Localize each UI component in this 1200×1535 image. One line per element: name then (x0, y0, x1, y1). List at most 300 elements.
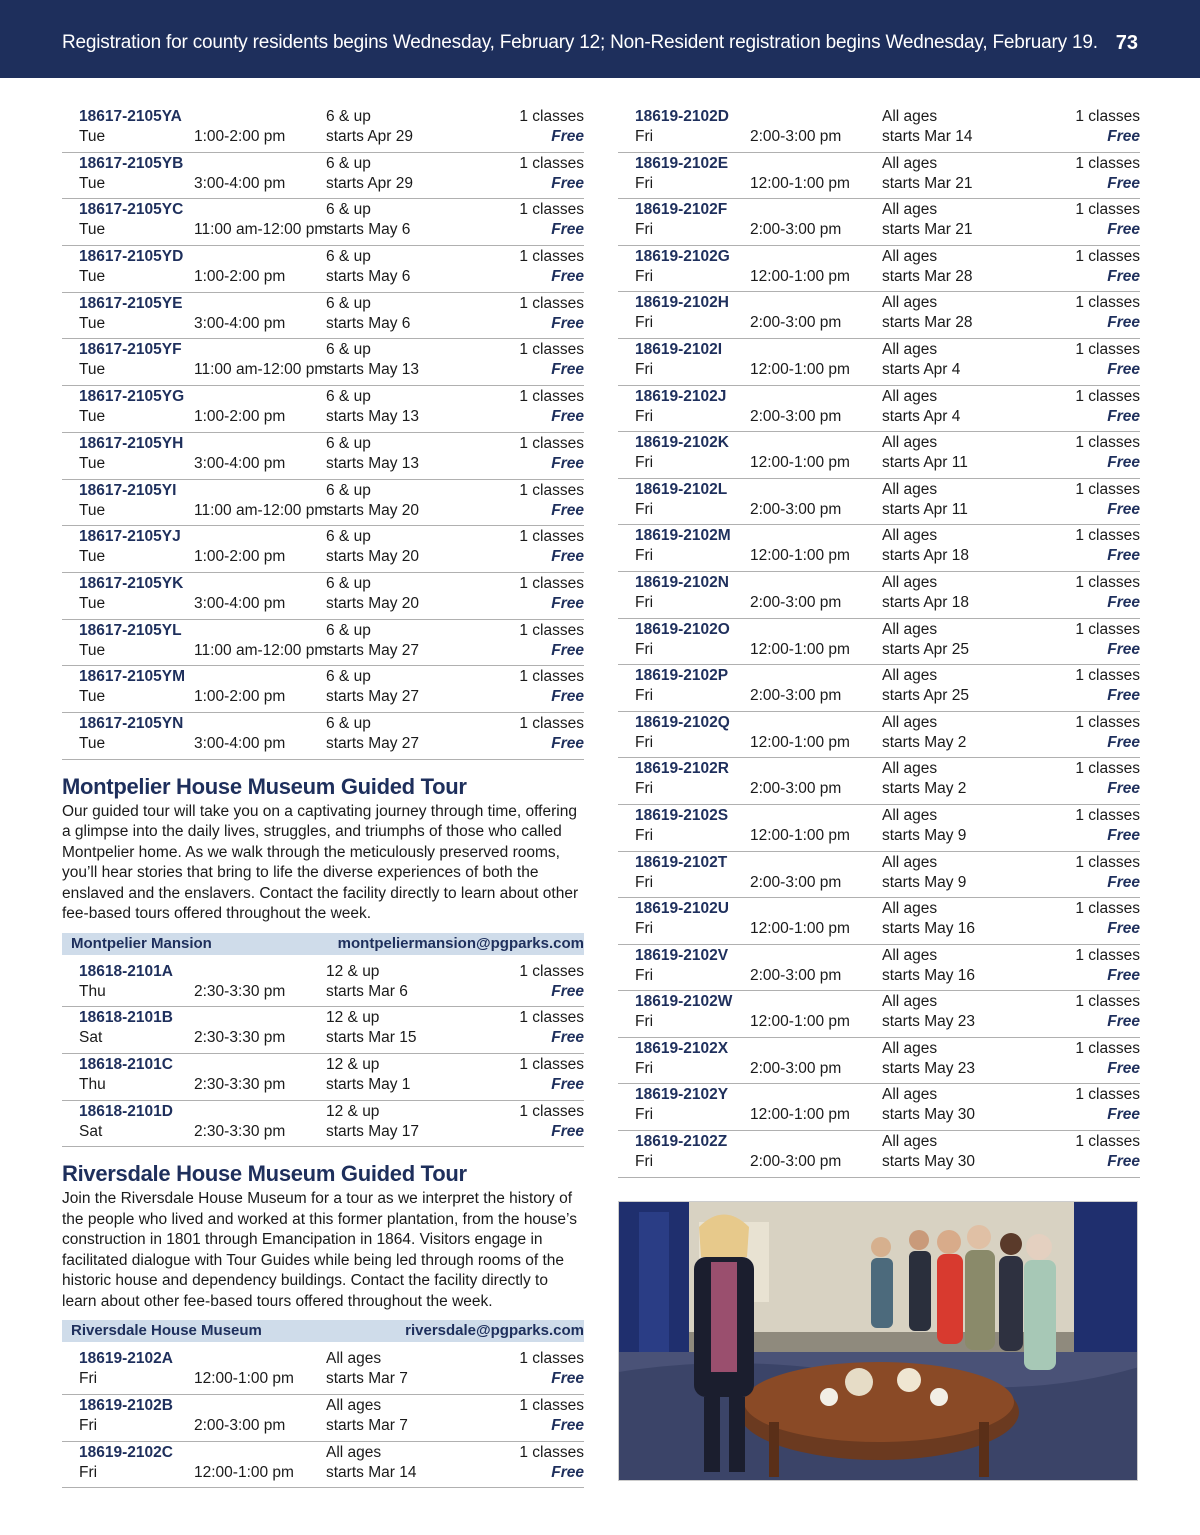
class-time: 3:00-4:00 pm (194, 314, 286, 332)
class-age-range: All ages (882, 667, 938, 685)
class-code: 18619-2102O (635, 620, 730, 638)
class-age-range: 6 & up (326, 248, 371, 266)
class-age-range: All ages (882, 946, 938, 964)
class-row (618, 432, 1140, 479)
class-code: 18617-2105YI (79, 481, 177, 499)
class-age-range: 6 & up (326, 528, 371, 546)
class-row (62, 480, 584, 527)
class-age-range: 6 & up (326, 108, 371, 125)
class-row (618, 339, 1140, 386)
class-code: 18619-2102J (635, 387, 727, 405)
class-row (62, 620, 584, 667)
class-count: 1 classes (1075, 806, 1140, 824)
class-start-date: starts Apr 29 (326, 174, 414, 192)
class-fee: Free (1107, 1013, 1140, 1031)
class-start-date: starts May 20 (326, 501, 420, 519)
class-fee: Free (1107, 733, 1140, 751)
class-code: 18619-2102B (79, 1397, 173, 1415)
class-age-range: 6 & up (326, 714, 371, 732)
class-time: 2:00-3:00 pm (750, 687, 842, 705)
class-code: 18619-2102N (635, 573, 729, 591)
class-row (618, 1131, 1140, 1178)
class-code: 18617-2105YB (79, 154, 184, 172)
class-age-range: All ages (326, 1443, 382, 1461)
class-code: 18617-2105YD (79, 248, 184, 266)
class-code: 18617-2105YJ (79, 528, 181, 546)
class-row (618, 292, 1140, 339)
registration-notice: Registration for county residents begins Wednesday, February 12; Non-Resident registration begins Wednesday, February 19. (62, 32, 1098, 53)
class-code: 18619-2102V (635, 946, 729, 964)
class-age-range: 12 & up (326, 1102, 380, 1120)
class-row (618, 572, 1140, 619)
class-age-range: All ages (882, 387, 938, 405)
class-count: 1 classes (1075, 900, 1140, 918)
class-time: 2:00-3:00 pm (750, 221, 842, 239)
class-list-continued (62, 106, 584, 760)
class-row (618, 1084, 1140, 1131)
class-day: Fri (635, 360, 654, 378)
montpelier-class-list (62, 961, 584, 1148)
class-day: Sat (79, 1122, 103, 1140)
class-row (62, 526, 584, 573)
class-time: 1:00-2:00 pm (194, 688, 286, 706)
class-time: 2:00-3:00 pm (750, 780, 842, 798)
class-count: 1 classes (1075, 853, 1140, 871)
class-time: 2:00-3:00 pm (750, 128, 842, 145)
class-time: 11:00 am-12:00 pm (194, 641, 328, 659)
class-age-range: All ages (882, 993, 938, 1011)
class-age-range: 6 & up (326, 294, 371, 312)
class-start-date: starts May 6 (326, 268, 411, 286)
class-count: 1 classes (1075, 108, 1140, 125)
class-row (618, 852, 1140, 899)
class-count: 1 classes (1075, 294, 1140, 312)
class-row (618, 386, 1140, 433)
class-time: 12:00-1:00 pm (750, 1106, 850, 1124)
montpelier-section-title: Montpelier House Museum Guided Tour (62, 773, 467, 799)
class-age-range: All ages (882, 760, 938, 778)
class-code: 18619-2102T (635, 853, 728, 871)
class-day: Fri (635, 1059, 654, 1077)
class-code: 18619-2102R (635, 760, 729, 778)
class-day: Fri (635, 1153, 654, 1171)
class-time: 11:00 am-12:00 pm (194, 361, 328, 379)
class-day: Fri (635, 1013, 654, 1031)
class-age-range: All ages (882, 900, 938, 918)
class-day: Tue (79, 128, 106, 145)
class-code: 18619-2102E (635, 154, 729, 172)
class-count: 1 classes (1075, 667, 1140, 685)
class-age-range: 6 & up (326, 481, 371, 499)
class-age-range: All ages (882, 247, 938, 265)
class-code: 18617-2105YC (79, 201, 184, 219)
class-day: Fri (635, 314, 654, 332)
class-row (62, 199, 584, 246)
class-start-date: starts May 17 (326, 1122, 420, 1140)
class-age-range: 6 & up (326, 154, 371, 172)
class-row (62, 293, 584, 340)
class-fee: Free (1107, 593, 1140, 611)
riversdale-facility-bar (62, 1320, 584, 1342)
class-age-range: 12 & up (326, 1009, 380, 1027)
class-day: Fri (635, 174, 654, 192)
class-day: Fri (79, 1417, 98, 1435)
class-age-range: All ages (882, 201, 938, 219)
class-age-range: All ages (882, 108, 938, 125)
class-row (62, 153, 584, 200)
class-count: 1 classes (1075, 1133, 1140, 1151)
facility-name: Montpelier Mansion (71, 934, 212, 952)
class-day: Fri (635, 640, 654, 658)
class-count: 1 classes (519, 574, 584, 592)
class-time: 12:00-1:00 pm (750, 1013, 850, 1031)
class-day: Thu (79, 982, 106, 1000)
class-age-range: All ages (882, 1039, 938, 1057)
class-row (62, 1054, 584, 1101)
class-day: Tue (79, 268, 106, 286)
tour-group-photo (618, 1201, 1138, 1481)
class-fee: Free (1107, 1059, 1140, 1077)
class-start-date: starts Apr 4 (882, 360, 961, 378)
class-day: Fri (635, 687, 654, 705)
class-time: 12:00-1:00 pm (750, 174, 850, 192)
class-start-date: starts May 23 (882, 1013, 976, 1031)
class-fee: Free (551, 314, 584, 332)
class-fee: Free (551, 268, 584, 286)
class-count: 1 classes (1075, 201, 1140, 219)
class-count: 1 classes (519, 528, 584, 546)
class-day: Tue (79, 734, 106, 752)
class-start-date: starts May 13 (326, 454, 420, 472)
class-time: 1:00-2:00 pm (194, 128, 286, 145)
class-fee: Free (1107, 267, 1140, 285)
class-count: 1 classes (519, 1102, 584, 1120)
class-row (618, 619, 1140, 666)
class-count: 1 classes (1075, 154, 1140, 172)
class-fee: Free (551, 1076, 584, 1093)
right-column (618, 106, 1140, 1178)
class-time: 12:00-1:00 pm (750, 454, 850, 472)
class-fee: Free (551, 982, 584, 1000)
class-fee: Free (1107, 873, 1140, 891)
class-row (618, 945, 1140, 992)
class-age-range: 6 & up (326, 668, 371, 686)
class-start-date: starts May 30 (882, 1153, 976, 1171)
class-start-date: starts Apr 4 (882, 407, 961, 425)
class-day: Fri (635, 500, 654, 518)
class-fee: Free (1107, 920, 1140, 938)
class-code: 18617-2105YH (79, 434, 184, 452)
class-code: 18619-2102A (79, 1350, 173, 1368)
class-time: 2:00-3:00 pm (750, 407, 842, 425)
class-code: 18617-2105YG (79, 388, 185, 406)
class-count: 1 classes (1075, 1086, 1140, 1104)
class-fee: Free (551, 361, 584, 379)
class-start-date: starts Mar 7 (326, 1417, 408, 1435)
class-count: 1 classes (1075, 340, 1140, 358)
class-age-range: All ages (326, 1397, 382, 1415)
class-start-date: starts May 23 (882, 1059, 976, 1077)
class-count: 1 classes (519, 668, 584, 686)
class-day: Thu (79, 1076, 106, 1093)
class-time: 2:30-3:30 pm (194, 1122, 286, 1140)
page-number: 73 (1115, 32, 1138, 54)
class-day: Fri (635, 128, 654, 145)
class-row (62, 386, 584, 433)
class-day: Tue (79, 174, 106, 192)
class-fee: Free (551, 408, 584, 426)
class-code: 18619-2102K (635, 434, 729, 452)
class-fee: Free (1107, 500, 1140, 518)
class-age-range: 6 & up (326, 388, 371, 406)
class-count: 1 classes (1075, 573, 1140, 591)
class-count: 1 classes (1075, 387, 1140, 405)
class-age-range: All ages (882, 527, 938, 545)
class-time: 12:00-1:00 pm (750, 826, 850, 844)
class-fee: Free (1107, 1106, 1140, 1124)
class-row (618, 246, 1140, 293)
class-time: 2:00-3:00 pm (750, 1059, 842, 1077)
class-fee: Free (551, 594, 584, 612)
class-fee: Free (1107, 174, 1140, 192)
class-row (62, 573, 584, 620)
class-count: 1 classes (1075, 434, 1140, 452)
class-fee: Free (551, 641, 584, 659)
class-fee: Free (1107, 314, 1140, 332)
class-count: 1 classes (1075, 993, 1140, 1011)
class-code: 18618-2101C (79, 1056, 173, 1073)
class-start-date: starts May 6 (326, 221, 411, 239)
class-code: 18619-2102I (635, 340, 723, 358)
class-code: 18617-2105YM (79, 668, 185, 686)
class-day: Tue (79, 501, 106, 519)
class-start-date: starts May 9 (882, 826, 967, 844)
class-time: 2:00-3:00 pm (194, 1417, 286, 1435)
class-code: 18617-2105YL (79, 621, 182, 639)
class-time: 12:00-1:00 pm (750, 360, 850, 378)
class-fee: Free (551, 221, 584, 239)
class-row (62, 246, 584, 293)
class-time: 3:00-4:00 pm (194, 734, 286, 752)
class-fee: Free (551, 548, 584, 566)
class-count: 1 classes (519, 434, 584, 452)
class-row (62, 1101, 584, 1148)
class-start-date: starts Apr 18 (882, 547, 970, 565)
class-code: 18619-2102Y (635, 1086, 729, 1104)
class-age-range: All ages (882, 620, 938, 638)
class-time: 1:00-2:00 pm (194, 268, 286, 286)
class-day: Fri (635, 593, 654, 611)
class-time: 2:30-3:30 pm (194, 982, 286, 1000)
class-day: Tue (79, 408, 106, 426)
class-time: 2:00-3:00 pm (750, 593, 842, 611)
class-count: 1 classes (519, 962, 584, 980)
class-day: Tue (79, 454, 106, 472)
class-start-date: starts May 13 (326, 361, 420, 379)
class-age-range: All ages (882, 713, 938, 731)
class-count: 1 classes (519, 1056, 584, 1073)
class-day: Fri (79, 1463, 98, 1481)
class-start-date: starts Apr 11 (882, 500, 968, 518)
class-start-date: starts Apr 18 (882, 593, 970, 611)
class-day: Fri (635, 221, 654, 239)
class-time: 1:00-2:00 pm (194, 548, 286, 566)
class-fee: Free (551, 1370, 584, 1388)
class-code: 18619-2102C (79, 1443, 173, 1461)
class-time: 12:00-1:00 pm (750, 920, 850, 938)
class-time: 11:00 am-12:00 pm (194, 221, 328, 239)
class-day: Tue (79, 221, 106, 239)
class-day: Tue (79, 594, 106, 612)
class-fee: Free (1107, 221, 1140, 239)
class-time: 2:00-3:00 pm (750, 314, 842, 332)
class-row (62, 339, 584, 386)
class-row (618, 665, 1140, 712)
class-count: 1 classes (519, 481, 584, 499)
class-fee: Free (1107, 640, 1140, 658)
class-fee: Free (1107, 826, 1140, 844)
class-start-date: starts Mar 14 (326, 1463, 417, 1481)
class-day: Fri (635, 1106, 654, 1124)
class-age-range: 12 & up (326, 1056, 380, 1073)
class-time: 2:30-3:30 pm (194, 1029, 286, 1047)
class-age-range: All ages (882, 573, 938, 591)
class-code: 18619-2102Q (635, 713, 730, 731)
class-age-range: All ages (882, 154, 938, 172)
class-row (618, 712, 1140, 759)
class-start-date: starts May 6 (326, 314, 411, 332)
class-day: Fri (635, 826, 654, 844)
class-code: 18619-2102Z (635, 1133, 728, 1151)
class-count: 1 classes (1075, 247, 1140, 265)
riversdale-section-title: Riversdale House Museum Guided Tour (62, 1161, 467, 1187)
class-row (62, 713, 584, 760)
class-count: 1 classes (519, 621, 584, 639)
class-start-date: starts May 9 (882, 873, 967, 891)
class-count: 1 classes (519, 1443, 584, 1461)
class-time: 12:00-1:00 pm (750, 640, 850, 658)
class-time: 12:00-1:00 pm (750, 267, 850, 285)
class-time: 3:00-4:00 pm (194, 174, 286, 192)
class-row (618, 991, 1140, 1038)
class-day: Fri (79, 1370, 98, 1388)
dining-room-tour-illustration (619, 1202, 1138, 1481)
class-code: 18617-2105YE (79, 294, 183, 312)
class-start-date: starts May 2 (882, 780, 967, 798)
class-start-date: starts Mar 14 (882, 128, 973, 145)
class-start-date: starts Mar 7 (326, 1370, 408, 1388)
class-code: 18619-2102M (635, 527, 731, 545)
class-fee: Free (1107, 1153, 1140, 1171)
montpelier-facility-bar (62, 933, 584, 955)
class-fee: Free (1107, 780, 1140, 798)
class-time: 3:00-4:00 pm (194, 454, 286, 472)
class-day: Tue (79, 641, 106, 659)
class-code: 18617-2105YA (79, 108, 182, 125)
class-row (62, 1007, 584, 1054)
class-start-date: starts May 16 (882, 920, 976, 938)
class-start-date: starts May 27 (326, 641, 420, 659)
class-fee: Free (1107, 407, 1140, 425)
class-fee: Free (551, 454, 584, 472)
class-age-range: All ages (882, 480, 938, 498)
class-fee: Free (1107, 454, 1140, 472)
class-fee: Free (551, 174, 584, 192)
class-time: 12:00-1:00 pm (194, 1370, 294, 1388)
class-age-range: All ages (882, 434, 938, 452)
class-day: Fri (635, 547, 654, 565)
class-day: Tue (79, 314, 106, 332)
class-day: Fri (635, 733, 654, 751)
class-start-date: starts May 1 (326, 1076, 411, 1093)
class-code: 18617-2105YN (79, 714, 184, 732)
class-row (618, 153, 1140, 200)
class-age-range: All ages (882, 1086, 938, 1104)
class-start-date: starts May 20 (326, 594, 420, 612)
class-fee: Free (1107, 360, 1140, 378)
class-count: 1 classes (519, 1350, 584, 1368)
class-code: 18619-2102X (635, 1039, 729, 1057)
class-row (618, 1038, 1140, 1085)
class-start-date: starts Mar 28 (882, 267, 973, 285)
riversdale-class-list-continued (618, 106, 1140, 1178)
class-count: 1 classes (519, 341, 584, 359)
class-day: Fri (635, 966, 654, 984)
class-start-date: starts Mar 6 (326, 982, 408, 1000)
class-code: 18618-2101B (79, 1009, 173, 1027)
class-age-range: 6 & up (326, 201, 371, 219)
class-code: 18619-2102P (635, 667, 729, 685)
class-fee: Free (551, 734, 584, 752)
registration-banner (0, 0, 1200, 78)
class-start-date: starts May 2 (882, 733, 967, 751)
montpelier-description: Our guided tour will take you on a captivating journey through time, offering a glimpse into the daily lives, struggles, and triumphs of those who called Montpelier home. As we walk through the meticulously preserved rooms, you’ll hear stories that bring to life the diverse experiences of both the enslaved and the enslavers. Contact the facility directly to learn about other fee-based tours offered throughout the week. (62, 802, 579, 923)
class-age-range: All ages (882, 853, 938, 871)
class-fee: Free (551, 1417, 584, 1435)
class-fee: Free (551, 128, 584, 145)
class-row (618, 106, 1140, 153)
class-time: 2:00-3:00 pm (750, 966, 842, 984)
class-day: Fri (635, 267, 654, 285)
class-count: 1 classes (519, 1009, 584, 1027)
class-day: Fri (635, 780, 654, 798)
class-code: 18619-2102D (635, 108, 729, 125)
class-count: 1 classes (519, 248, 584, 266)
class-time: 2:00-3:00 pm (750, 500, 842, 518)
class-start-date: starts Mar 28 (882, 314, 973, 332)
class-time: 12:00-1:00 pm (194, 1463, 294, 1481)
class-row (618, 805, 1140, 852)
class-fee: Free (551, 1122, 584, 1140)
class-count: 1 classes (1075, 480, 1140, 498)
class-time: 12:00-1:00 pm (750, 547, 850, 565)
class-count: 1 classes (519, 388, 584, 406)
class-count: 1 classes (1075, 620, 1140, 638)
facility-email-link[interactable]: riversdale@pgparks.com (405, 1322, 584, 1340)
class-row (618, 898, 1140, 945)
class-time: 11:00 am-12:00 pm (194, 501, 328, 519)
facility-email-link[interactable]: montpeliermansion@pgparks.com (337, 934, 584, 952)
class-start-date: starts May 30 (882, 1106, 976, 1124)
class-fee: Free (1107, 687, 1140, 705)
class-row (618, 758, 1140, 805)
class-day: Tue (79, 688, 106, 706)
class-age-range: All ages (882, 806, 938, 824)
class-time: 2:00-3:00 pm (750, 1153, 842, 1171)
class-start-date: starts Apr 29 (326, 128, 414, 145)
class-count: 1 classes (519, 1397, 584, 1415)
class-count: 1 classes (1075, 527, 1140, 545)
